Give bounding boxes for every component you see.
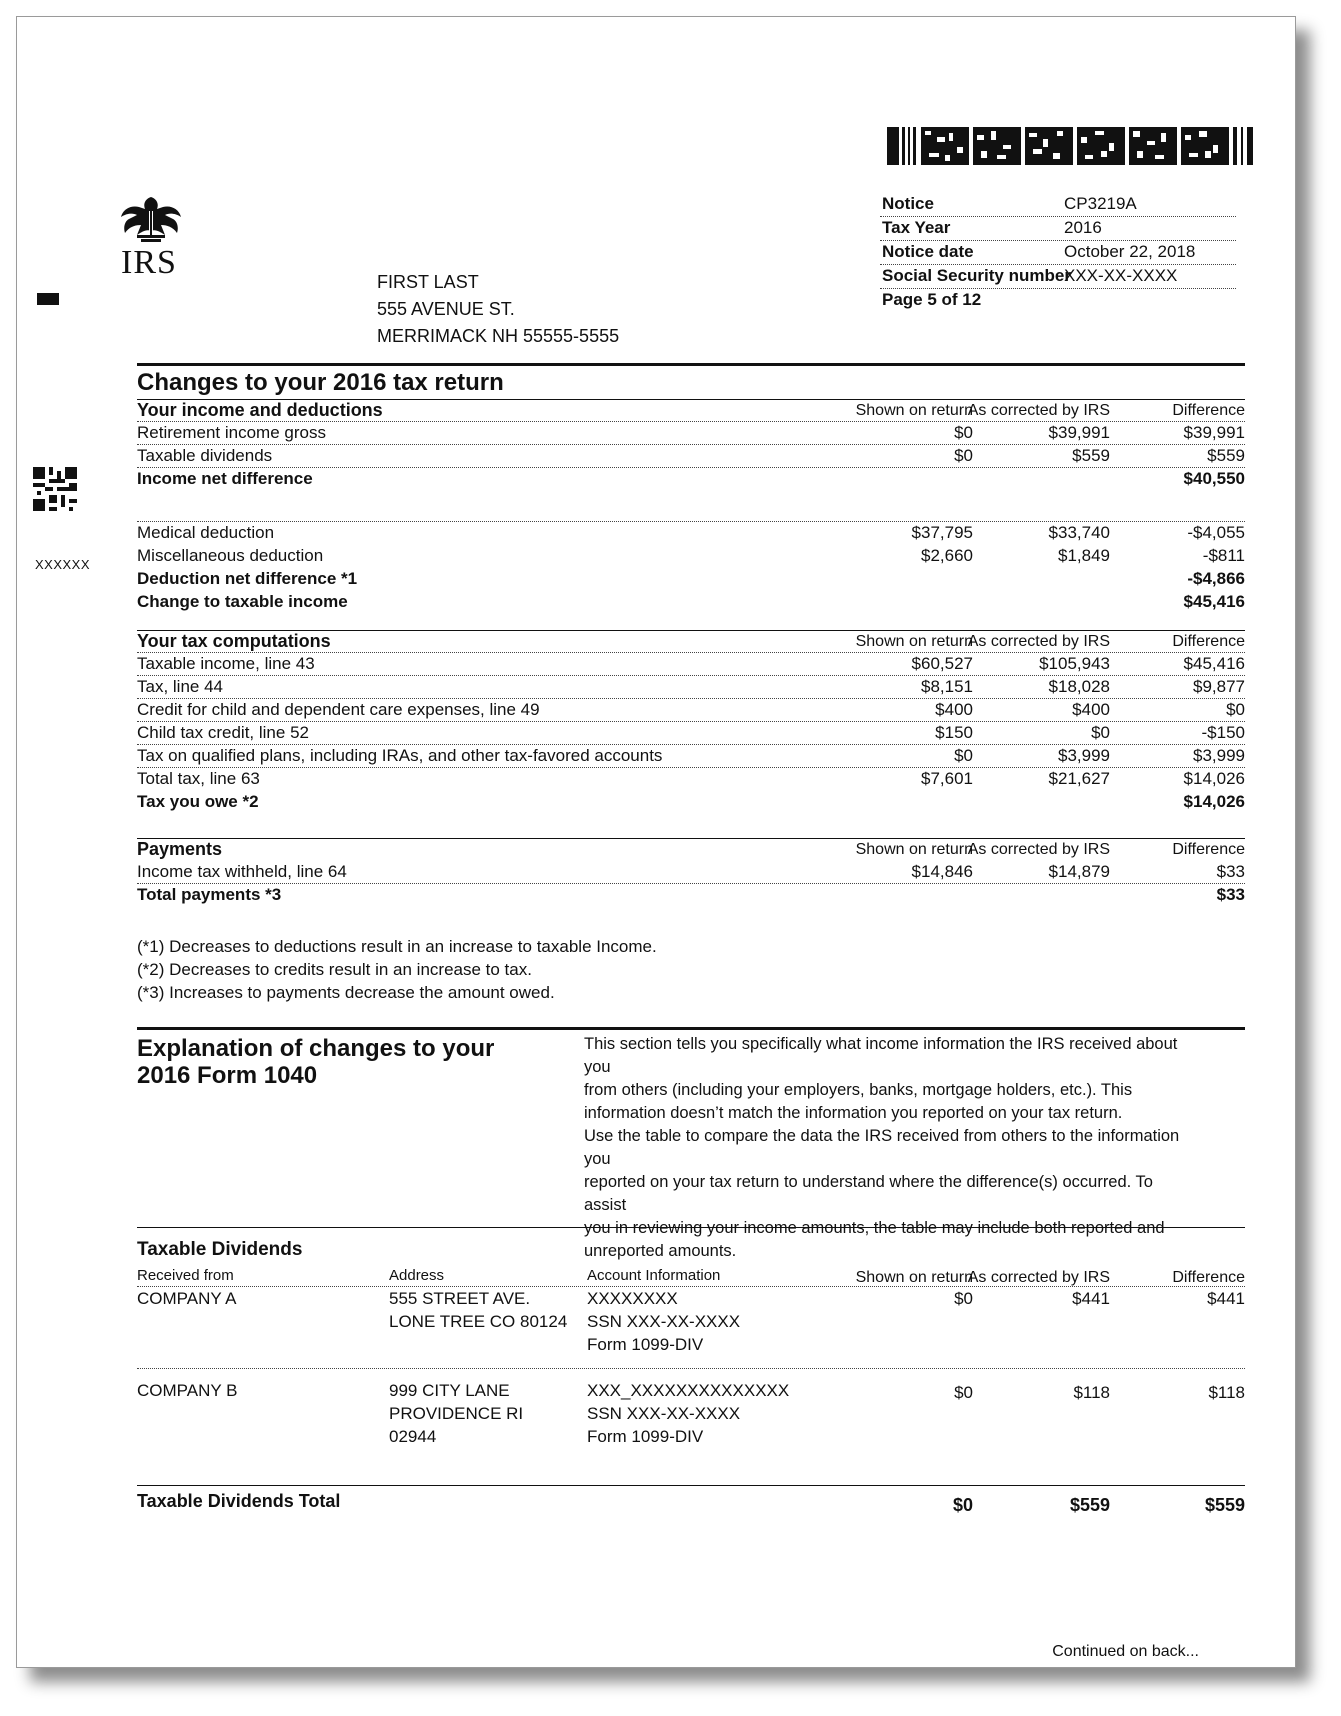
income-header-row: Your income and deductions Shown on return As corrected by IRS Difference [137, 400, 1245, 420]
table-row: COMPANY B 999 CITY LANE PROVIDENCE RI 02944 XXX_XXXXXXXXXXXXXX SSN XXX-XX-XXXX Form 1099-DIV $0 $118 $118 [137, 1381, 1245, 1446]
barcode-icon [887, 125, 1259, 167]
explanation-paragraph: Use the table to compare the data the IRS received from others to the information you reported on your tax return to understand where the difference(s) occurred. To assist you in reviewing your income amounts, the table may include both reported and unreported amounts. [584, 1127, 1180, 1260]
tax-year-row: Tax Year 2016 [880, 217, 1236, 241]
payments-total-row: Total payments *3 $33 [137, 885, 1245, 904]
footnote: (*2) Decreases to credits result in an increase to tax. [137, 960, 532, 979]
section-divider [137, 1027, 1245, 1030]
side-code: XXXXXX [35, 557, 91, 572]
table-row: Miscellaneous deduction $2,660 $1,849 -$811 [137, 546, 1245, 565]
table-row: Total tax, line 63 $7,601 $21,627 $14,026 [137, 769, 1245, 788]
deduction-net-row: Deduction net difference *1 -$4,866 [137, 569, 1245, 588]
section-divider [137, 1227, 1245, 1228]
footnote: (*3) Increases to payments decrease the amount owed. [137, 983, 555, 1002]
section-divider [137, 363, 1245, 366]
table-row: Child tax credit, line 52 $150 $0 -$150 [137, 722, 1245, 745]
recipient-name: FIRST LAST [377, 272, 479, 292]
table-row: Tax, line 44 $8,151 $18,028 $9,877 [137, 676, 1245, 699]
ssn-row: Social Security number XXX-XX-XXXX [880, 265, 1236, 289]
table-row: Medical deduction $37,795 $33,740 -$4,055 [137, 523, 1245, 542]
footnotes [137, 935, 657, 1004]
recipient-street: 555 AVENUE ST. [377, 299, 515, 319]
notice-row: Notice CP3219A [880, 193, 1236, 217]
table-row: Tax on qualified plans, including IRAs, and other tax-favored accounts $0 $3,999 $3,999 [137, 745, 1245, 768]
irs-logo-text: IRS [121, 244, 177, 281]
continued-note: Continued on back... [1052, 1643, 1199, 1660]
changes-title: Changes to your 2016 tax return [137, 369, 504, 396]
irs-eagle-icon [117, 195, 185, 247]
recipient-address [377, 269, 619, 350]
dividends-header-row: Received from Address Account Information Shown on return As corrected by IRS Difference [137, 1263, 1245, 1287]
footnote: (*1) Decreases to deductions result in an increase to taxable Income. [137, 937, 657, 956]
taxable-income-change-row: Change to taxable income $45,416 [137, 592, 1245, 611]
payments-header-row: Payments Shown on return As corrected by IRS Difference [137, 839, 1245, 859]
qr-code-icon [33, 467, 77, 511]
notice-date-row: Notice date October 22, 2018 [880, 241, 1236, 265]
dividends-total-row: Taxable Dividends Total $0 $559 $559 [137, 1491, 1245, 1515]
table-row: COMPANY A 555 STREET AVE. LONE TREE CO 80124 XXXXXXXX SSN XXX-XX-XXXX Form 1099-DIV $0 $441 $441 [137, 1287, 1245, 1369]
tax-header-row: Your tax computations Shown on return As corrected by IRS Difference [137, 631, 1245, 651]
table-row: Income tax withheld, line 64 $14,846 $14,879 $33 [137, 861, 1245, 884]
table-row: Credit for child and dependent care expenses, line 49 $400 $400 $0 [137, 699, 1245, 722]
table-row: Retirement income gross $0 $39,991 $39,991 [137, 422, 1245, 445]
page-number: Page 5 of 12 [882, 290, 982, 309]
explanation-paragraph: This section tells you specifically what income information the IRS received about you from others (including your employers, banks, mortgage holders, etc.). This information doesn’t match the information you reported on your tax return. [584, 1035, 1178, 1122]
dividends-title: Taxable Dividends [137, 1239, 303, 1260]
recipient-city: MERRIMACK NH 55555-5555 [377, 326, 620, 346]
tax-owe-row: Tax you owe *2 $14,026 [137, 792, 1245, 811]
section-divider [137, 1485, 1245, 1486]
income-net-row: Income net difference $40,550 [137, 469, 1245, 488]
explanation-title: Explanation of changes to your 2016 Form 1040 [137, 1035, 495, 1089]
table-row: Taxable dividends $0 $559 $559 [137, 445, 1245, 468]
notice-page [16, 16, 1296, 1668]
registration-mark [37, 293, 59, 305]
table-row: Taxable income, line 43 $60,527 $105,943 $45,416 [137, 653, 1245, 676]
